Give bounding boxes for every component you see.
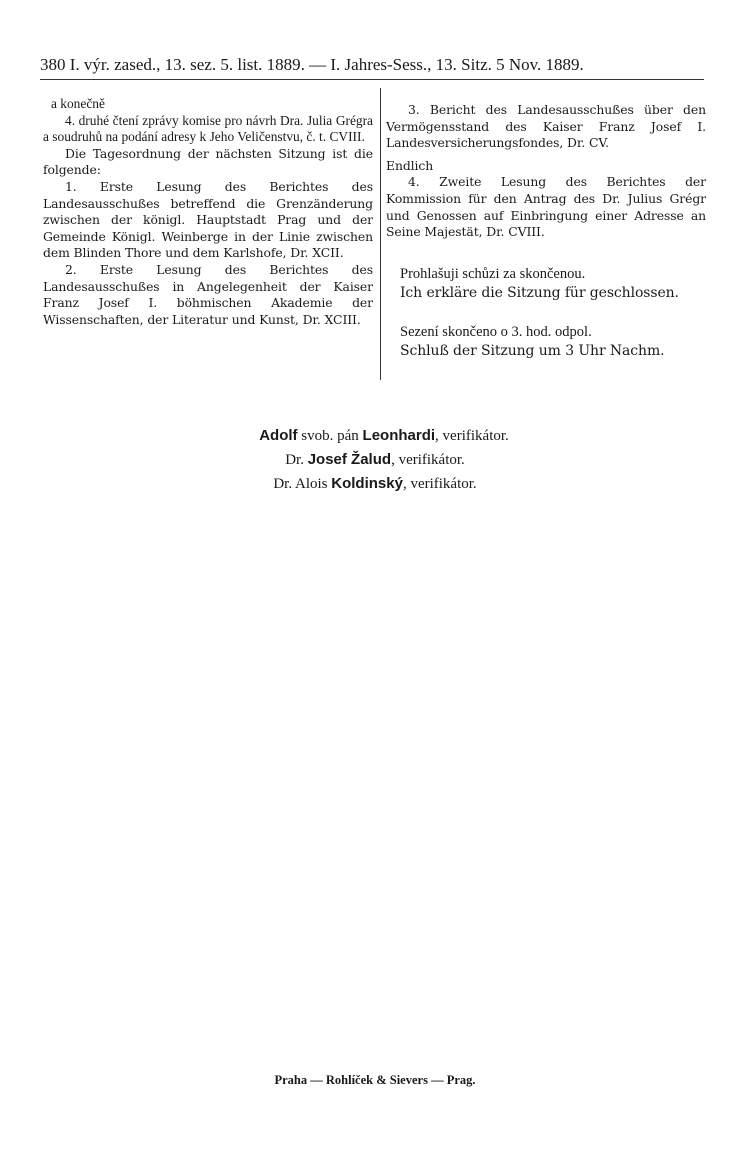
left-konecne: a konečně xyxy=(51,96,105,111)
verifier-3-name: Koldinský xyxy=(331,475,403,492)
left-agenda-intro: Die Tagesordnung der nächsten Sitzung ist die folgende: xyxy=(43,145,373,178)
left-item-1-de: 1. Erste Lesung des Berichtes des Landesausschußes betreffend die Grenzänderung zwischen der königl. Hauptstadt Prag und der Gemeinde Königl. Weinberge in der Linie zwischen dem Blinden Thore und dem Karlshofe, Dr. XCII. xyxy=(43,178,373,261)
verifier-1 xyxy=(0,424,750,448)
column-divider xyxy=(380,88,381,380)
left-column xyxy=(43,96,373,328)
closing-block xyxy=(386,265,706,361)
verifier-3-role: , verifikátor. xyxy=(402,476,477,492)
end-de: Schluß der Sitzung um 3 Uhr Nachm. xyxy=(400,342,665,359)
page-header-text: 380 I. výr. zased., 13. sez. 5. list. 1889. — I. Jahres-Sess., 13. Sitz. 5 Nov. 1889. xyxy=(40,55,584,74)
end-cz: Sezení skončeno o 3. hod. odpol. xyxy=(400,323,592,340)
verifier-3 xyxy=(0,472,750,496)
verifiers-block xyxy=(0,424,750,496)
printer-footer: Praha — Rohlíček & Sievers — Prag. xyxy=(274,1073,476,1087)
verifier-2 xyxy=(0,448,750,472)
header-rule xyxy=(40,79,704,80)
verifier-1-last: Leonhardi xyxy=(362,427,436,444)
left-item-4-cz: 4. druhé čtení zprávy komise pro návrh Dra. Julia Grégra a soudruhů na podání adresy k Jeho Veličenstvu, č. t. CVIII. xyxy=(43,112,373,145)
verifier-2-name: Josef Žalud xyxy=(307,451,392,468)
verifier-3-title: Dr. Alois xyxy=(273,476,332,492)
verifier-1-first: Adolf xyxy=(259,427,298,444)
left-item-2-de: 2. Erste Lesung des Berichtes des Landesausschußes in Angelegenheit der Kaiser Franz Josef I. böhmischen Akademie der Wissenschaften, der Literatur und Kunst, Dr. XCIII. xyxy=(43,261,373,327)
verifier-2-title: Dr. xyxy=(285,452,308,468)
right-column xyxy=(386,102,706,361)
verifier-1-mid: svob. pán xyxy=(297,428,363,444)
verifier-1-role: , verifikátor. xyxy=(435,428,509,444)
closing-cz: Prohlašuji schůzi za skončenou. xyxy=(400,265,586,282)
verifier-2-role: , verifikátor. xyxy=(391,452,465,468)
page-header xyxy=(40,55,700,75)
right-endlich: Endlich xyxy=(386,157,434,173)
right-item-4-de: 4. Zweite Lesung des Berichtes der Kommission für den Antrag des Dr. Julius Grégr und Genossen auf Einbringung einer Adresse an Seine Majestät, Dr. CVIII. xyxy=(386,174,706,240)
right-item-3-de: 3. Bericht des Landesausschußes über den Vermögensstand des Kaiser Franz Josef I. Landesversicherungsfondes, Dr. CV. xyxy=(386,102,706,151)
closing-de: Ich erkläre die Sitzung für geschlossen. xyxy=(400,284,679,301)
